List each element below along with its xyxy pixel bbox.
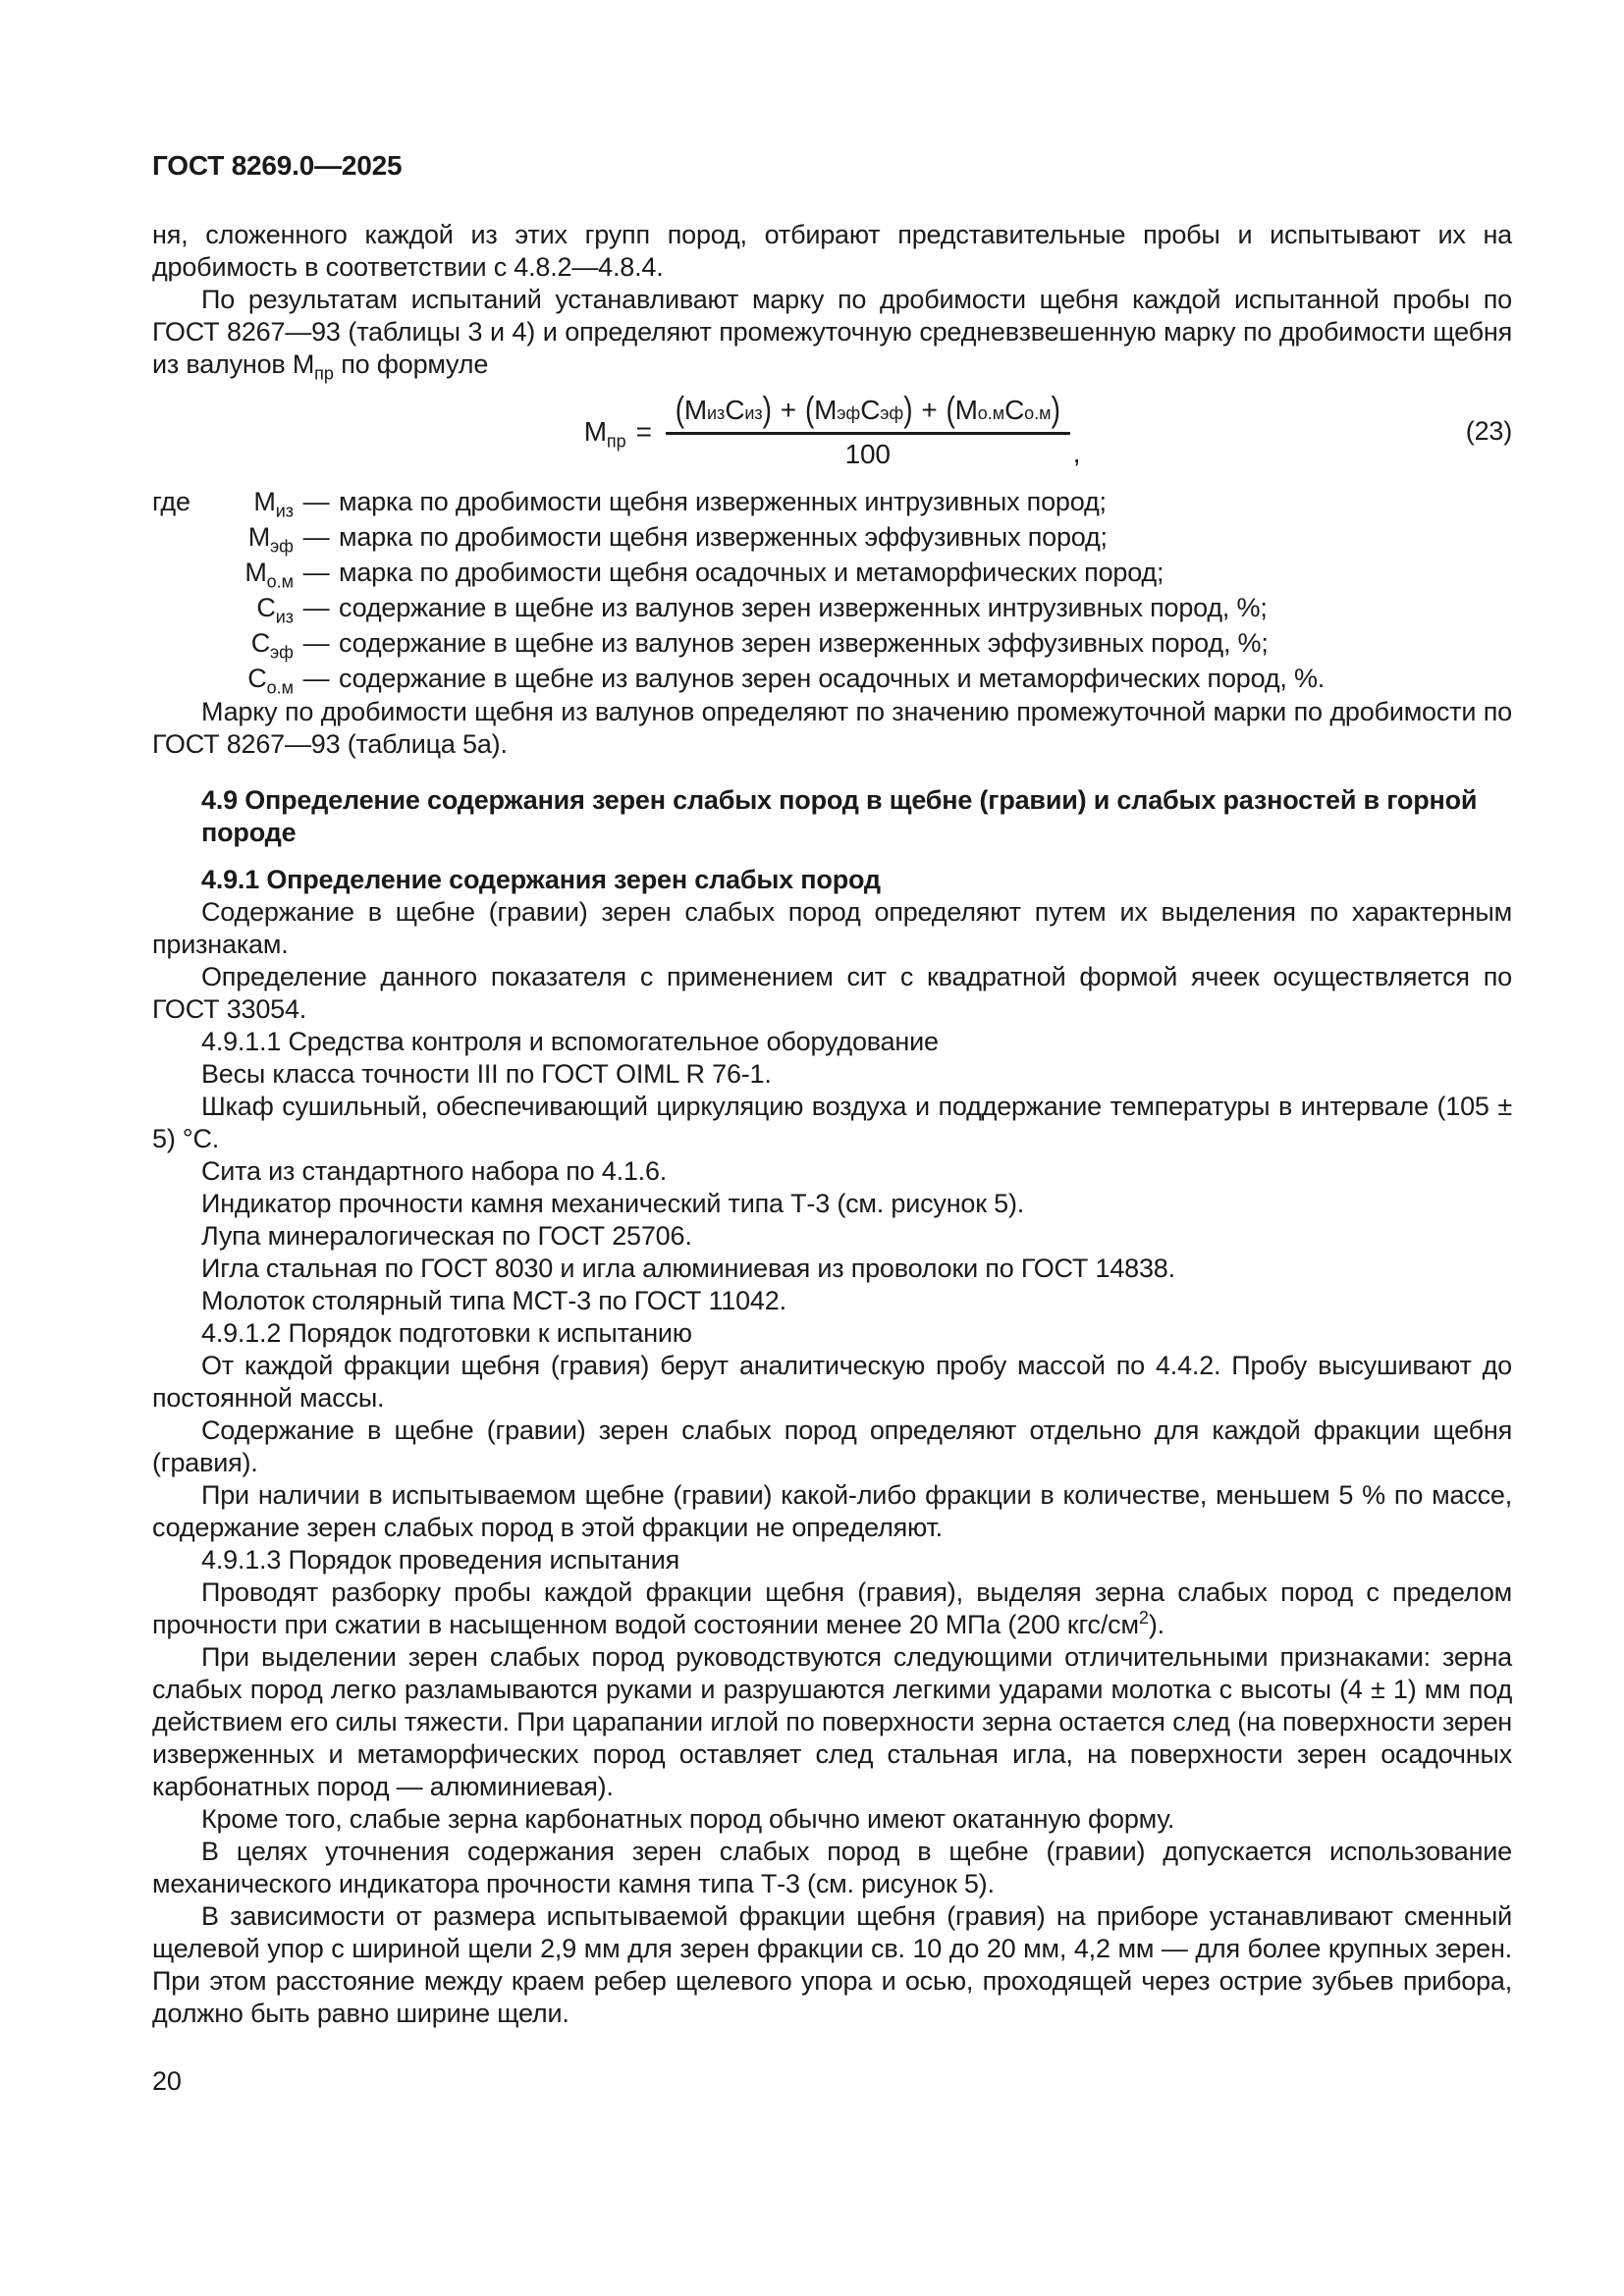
definition-lead: где: [152, 486, 190, 516]
definition-term: $С_{эф}$: [250, 627, 294, 663]
paragraph-text: Проводят разборку пробы каждой фракции щебня (гравия), выделяя зерна слабых пород с пределом прочности при сжатии в насыщенном водой состоянии менее 20 МПа (200 кгс/см: [152, 1576, 1512, 1639]
definition-row: [152, 625, 1512, 661]
paragraph: Содержание в щебне (гравии) зерен слабых пород определяют путем их выделения по характерным признакам.: [152, 896, 1512, 959]
definition-text: марка по дробимости щебня изверженных интрузивных пород;: [339, 486, 1107, 516]
equipment-item: Сита из стандартного набора по 4.1.6.: [201, 1155, 668, 1186]
definition-term: $М_{о.м}$: [244, 557, 294, 592]
definition-dash: —: [302, 627, 330, 658]
definition-term: $С_{о.м}$: [247, 663, 294, 698]
document-code: ГОСТ 8269.0—2025: [152, 150, 403, 181]
definition-dash: —: [302, 663, 330, 693]
formula-23: [152, 389, 1512, 470]
definition-term: $М_{эф}$: [247, 521, 294, 557]
paragraph: Марку по дробимости щебня из валунов определяют по значению промежуточной марки по дробимости по ГОСТ 8267—93 (таблица 5а).: [152, 696, 1512, 759]
symbol-definitions: [152, 484, 1512, 696]
definition-text: содержание в щебне из валунов зерен изверженных эффузивных пород, %;: [339, 627, 1269, 658]
equipment-item: Весы класса точности III по ГОСТ OIML R 76-1.: [201, 1058, 772, 1089]
equipment-item: Лупа минералогическая по ГОСТ 25706.: [201, 1220, 692, 1251]
equipment-item: Шкаф сушильный, обеспечивающий циркуляцию воздуха и поддержание температуры в интервале (105 ± 5) °С.: [152, 1091, 1512, 1153]
definition-dash: —: [302, 521, 330, 552]
formula-number: (23): [1465, 416, 1512, 447]
definition-text: марка по дробимости щебня изверженных эффузивных пород;: [339, 521, 1108, 552]
paragraph: В зависимости от размера испытываемой фракции щебня (гравия) на приборе устанавливают сменный щелевой упор с шириной щели 2,9 мм для зерен фракции св. 10 до 20 мм, 4,2 мм — для более крупных зерен. При этом расстояние между краем ребер щелевого упора и осью, проходящей через острие зубьев прибора, должно быть равно ширине щели.: [152, 1900, 1512, 2028]
paragraph-text: По результатам испытаний устанавливают марку по дробимости щебня каждой испытанной пробы по ГОСТ 8267—93 (таблицы 3 и 4) и определяют промежуточную средневзвешенную марку по дробимости щебня из валунов М: [152, 285, 1512, 379]
paragraph: От каждой фракции щебня (гравия) берут аналитическую пробу массой по 4.4.2. Пробу высушивают до постоянной массы.: [152, 1350, 1512, 1413]
equipment-item: Индикатор прочности камня механический типа Т-3 (см. рисунок 5).: [201, 1188, 1025, 1218]
paragraph: В целях уточнения содержания зерен слабых пород в щебне (гравии) допускается использование механического индикатора прочности камня типа Т-3 (см. рисунок 5).: [152, 1836, 1512, 1898]
superscript: 2: [1138, 1607, 1149, 1628]
definition-term: $С_{из}$: [256, 592, 294, 627]
definition-text: содержание в щебне из валунов зерен изверженных интрузивных пород, %;: [339, 592, 1268, 622]
subscript: пр: [314, 363, 334, 384]
paragraph-continued: ня, сложенного каждой из этих групп пород, отбирают представительные пробы и испытывают их на дробимость в соответствии с 4.8.2—4.8.4.: [152, 220, 1512, 282]
paragraph: Определение данного показателя с применением сит с квадратной формой ячеек осуществляется по ГОСТ 33054.: [152, 961, 1512, 1024]
section-heading-4-9-1: 4.9.1 Определение содержания зерен слабых пород: [201, 864, 881, 894]
fraction-numerator: ( М из С из ) + ( М эф С эф ) + ( М о.м С о.м ): [666, 393, 1070, 435]
definition-row: [152, 519, 1512, 555]
equals-sign: =: [635, 415, 652, 447]
page-number: 20: [152, 2066, 182, 2096]
definition-dash: —: [302, 486, 330, 516]
paragraph: Содержание в щебне (гравии) зерен слабых пород определяют отдельно для каждой фракции щебня (гравия).: [152, 1415, 1512, 1477]
subsection-heading-4-9-1-1: 4.9.1.1 Средства контроля и вспомогательное оборудование: [201, 1026, 939, 1056]
fraction-denominator: 100: [844, 439, 891, 470]
formula-expression: [583, 389, 1081, 470]
definition-text: содержание в щебне из валунов зерен осадочных и метаморфических пород, %.: [339, 663, 1326, 693]
definition-row: [152, 590, 1512, 625]
paragraph: Кроме того, слабые зерна карбонатных пород обычно имеют окатанную форму.: [201, 1803, 1175, 1834]
definition-row: [152, 484, 1512, 519]
paragraph: При наличии в испытываемом щебне (гравии) какой-либо фракции в количестве, меньшем 5 % по массе, содержание зерен слабых пород в этой фракции не определяют.: [152, 1479, 1512, 1542]
fraction: [666, 389, 1070, 470]
plus-sign: +: [921, 395, 938, 425]
paragraph-with-superscript: [152, 1576, 1512, 1641]
plus-sign: +: [780, 395, 796, 425]
paragraph-text: ).: [1148, 1609, 1164, 1639]
section-heading-4-9: 4.9 Определение содержания зерен слабых пород в щебне (гравии) и слабых разностей в горной породе: [201, 784, 1478, 847]
definition-row: [152, 555, 1512, 590]
definition-row: [152, 661, 1512, 696]
definition-dash: —: [302, 592, 330, 622]
subsection-heading-4-9-1-2: 4.9.1.2 Порядок подготовки к испытанию: [201, 1317, 692, 1348]
definition-text: марка по дробимости щебня осадочных и метаморфических пород;: [339, 557, 1164, 587]
equipment-item: Молоток столярный типа МСТ-3 по ГОСТ 11042.: [201, 1285, 786, 1315]
equipment-item: Игла стальная по ГОСТ 8030 и игла алюминиевая из проволоки по ГОСТ 14838.: [201, 1253, 1175, 1283]
definition-dash: —: [302, 557, 330, 587]
definition-term: $М_{из}$: [253, 486, 294, 521]
paragraph: При выделении зерен слабых пород руководствуются следующими отличительными признаками: зерна слабых пород легко разламываются руками и разрушаются легкими ударами молотка с высоты (4 ± 1) мм под действием его силы тяжести. При царапании иглой по поверхности зерна остается след (на поверхности зерен изверженных и метаморфических пород оставляет след стальная игла, на поверхности зерен осадочных карбонатных пород — алюминиевая).: [152, 1641, 1512, 1801]
formula-lhs: $М_{пр}$: [583, 415, 626, 452]
formula-comma: ,: [1072, 437, 1081, 468]
subsection-heading-4-9-1-3: 4.9.1.3 Порядок проведения испытания: [201, 1544, 680, 1575]
paragraph-text: по формуле: [333, 349, 489, 379]
paragraph-formula-intro: [152, 284, 1512, 384]
